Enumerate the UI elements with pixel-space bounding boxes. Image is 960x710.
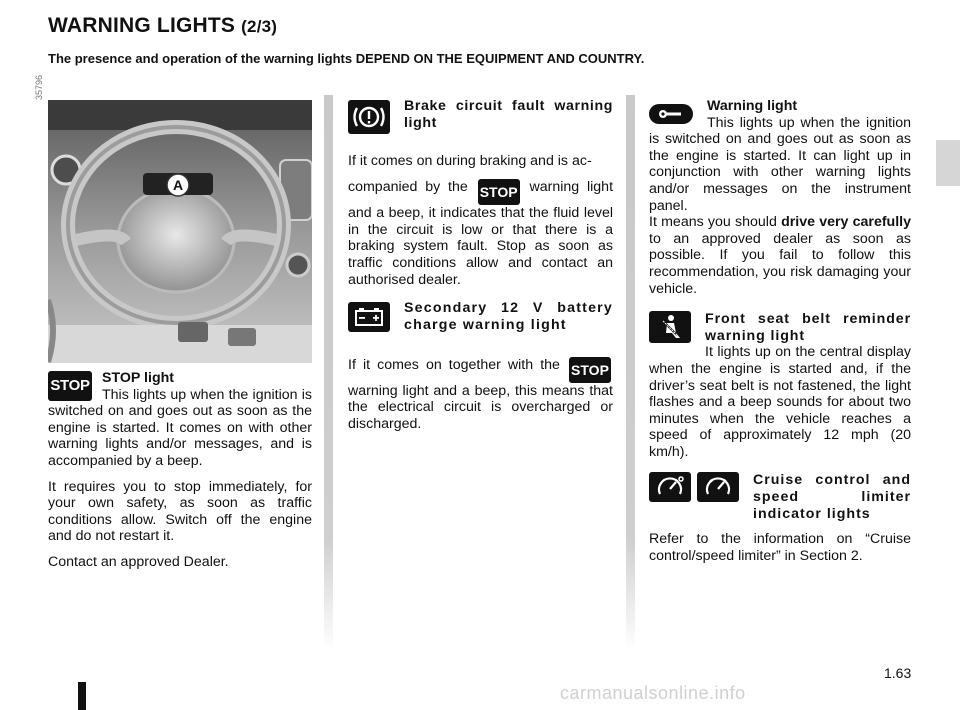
watermark: carmanualsonline.info [560, 683, 746, 703]
belt-heading: Front seat belt reminder warning light [705, 311, 911, 344]
battery-icon [348, 302, 390, 337]
belt-text: It lights up on the central display when the engine is started and, if the driver’s seat belt is not fastened, the light flashes and a beep sounds for about two minutes when the vehicle reaches a speed of approximately 12 mph (20 km/h). [649, 344, 911, 460]
seat-belt-icon [649, 311, 691, 348]
wrench-text: This lights up when the ignition is switched on and goes out as soon as the engine is started. It can light up in conjunction with other warning lights and/or messages on the instrument panel. [649, 114, 911, 214]
cruise-text: Refer to the information on “Cruise control/speed limiter” in Section 2. [649, 531, 911, 564]
cruise-heading: Cruise control and speed limiter indicator lights [753, 472, 911, 522]
section-tab-marker [936, 140, 960, 186]
stop-heading: STOP light [102, 370, 174, 386]
right-column [649, 98, 911, 564]
callout-label: A [172, 177, 184, 193]
column-divider-1 [324, 95, 333, 650]
stop-para-2: It requires you to stop immediately, for your own safety, as soon as traffic conditions allow. Switch off the engine and do not restart it. [48, 478, 312, 545]
brake-heading: Brake circuit fault warning light [404, 98, 613, 131]
brake-para-2: companied by the STOP warning light and a beep, it indicates that the fluid level in the circuit is low or that there is a braking system fault. Stop as soon as traffic conditions allow and contact an authorised dealer. [348, 179, 614, 288]
stop-para-3: Contact an approved Dealer. [48, 553, 229, 570]
wrench-heading: Warning light [707, 98, 798, 114]
stop-inline-icon: STOP [478, 179, 520, 205]
page-title [48, 14, 277, 38]
stop-inline-icon-2: STOP [569, 357, 611, 383]
wrench-icon [649, 104, 693, 129]
page-subtitle: The presence and operation of the warning lights DEPEND ON THE EQUIPMENT AND COUNTRY. [48, 51, 645, 66]
figure-id: 35796 [34, 74, 44, 100]
middle-column [348, 98, 613, 433]
wrench-para-2: It means you should drive very carefully to an approved dealer as soon as possible. If you fail to follow this recommendation, you risk damaging your vehicle. [649, 214, 911, 297]
brake-warning-icon [348, 100, 390, 139]
title-page-indicator: (2/3) [241, 17, 278, 36]
dashboard-figure [48, 100, 312, 363]
brake-para-1: If it comes on during braking and is ac- [348, 152, 592, 169]
battery-para: If it comes on together with the STOP warning light and a beep, this means that the electrical circuit is overcharged or discharged. [348, 356, 613, 432]
stop-icon: STOP [48, 371, 92, 401]
stop-light-section [48, 370, 312, 571]
column-divider-2 [626, 95, 635, 650]
page-edge-bar [78, 682, 86, 710]
page-number: 1.63 [884, 665, 912, 681]
stop-text: This lights up when the ignition is switched on and goes out as soon as the engine is started. It comes on with other warning lights and/or messages, and is accompanied by a beep. [48, 386, 312, 469]
battery-heading: Secondary 12 V battery charge warning light [404, 300, 613, 333]
steering-wheel-illustration [48, 100, 312, 363]
title-text: WARNING LIGHTS [48, 14, 236, 37]
cruise-control-icons [649, 472, 739, 507]
